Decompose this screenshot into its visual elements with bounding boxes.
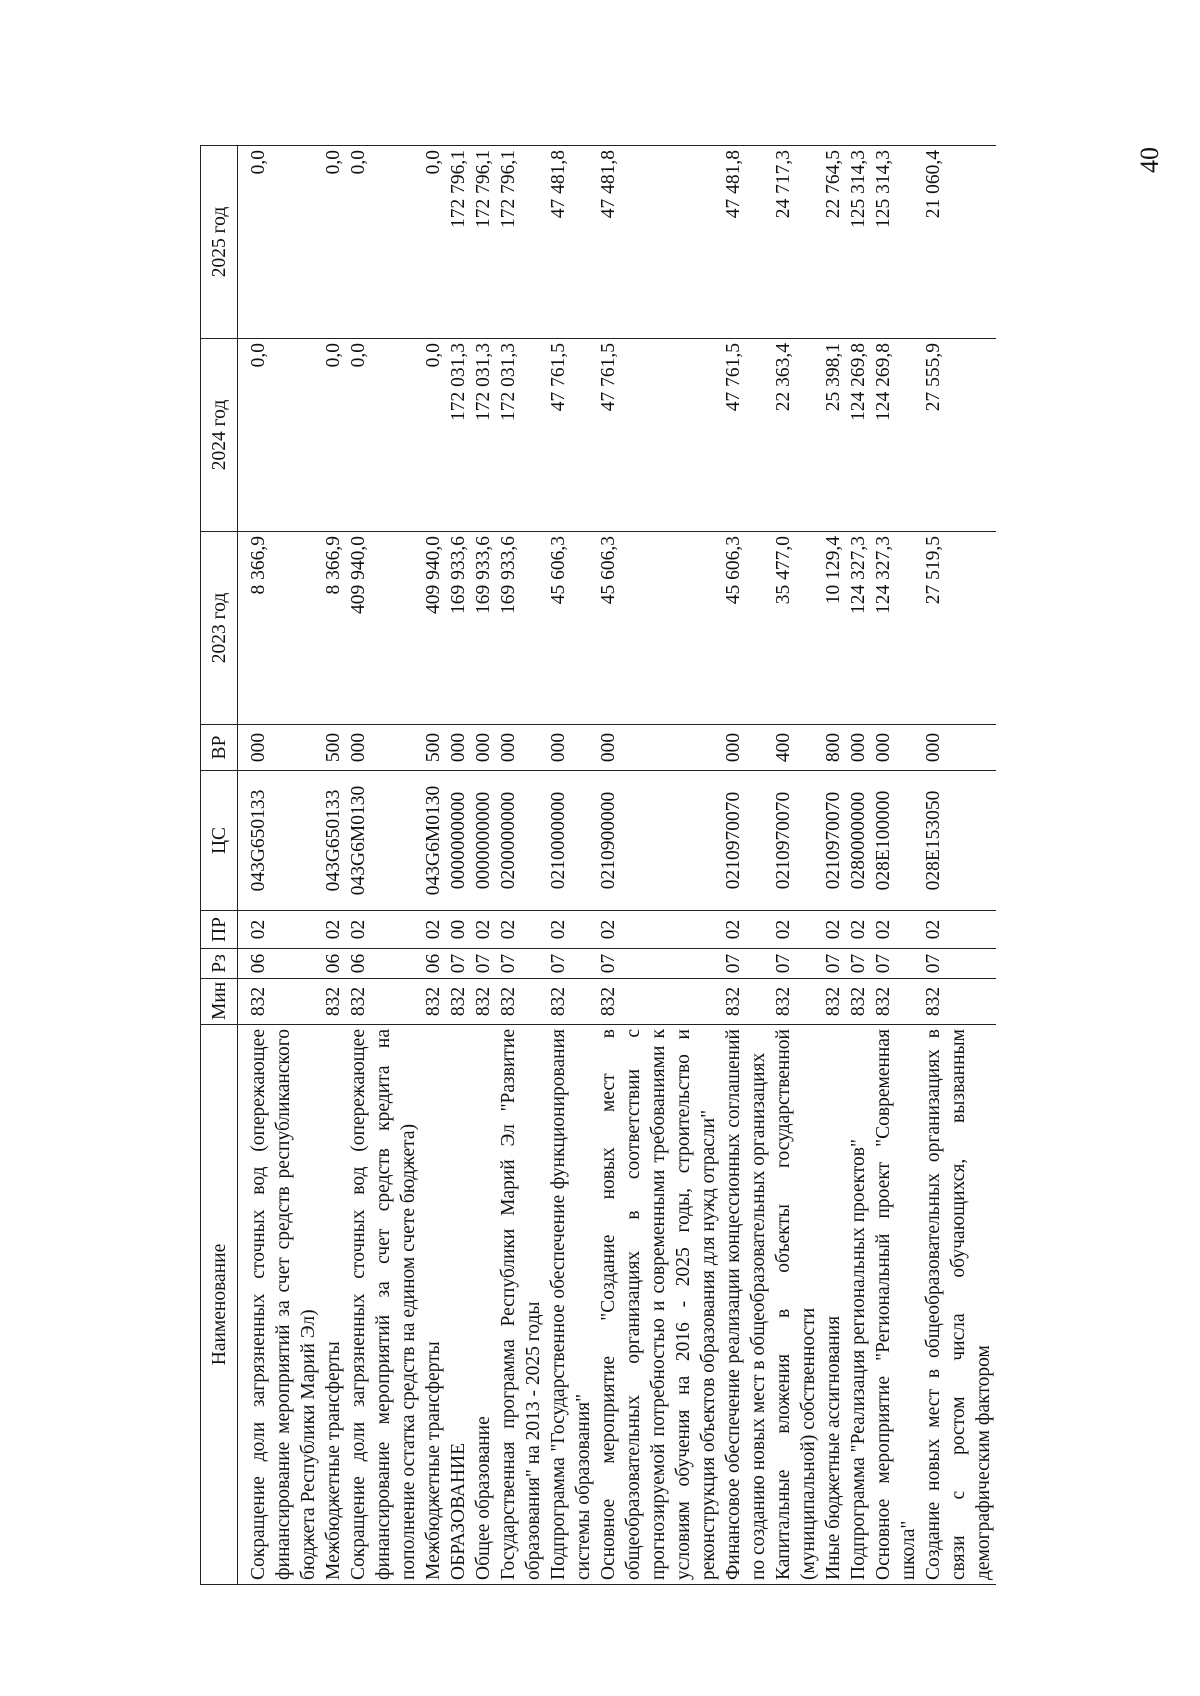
row-cs: 0210970070 (771, 771, 821, 911)
row-rz: 07 (471, 949, 496, 979)
row-rz: 06 (421, 949, 446, 979)
row-vr: 500 (321, 725, 346, 771)
row-min: 832 (871, 979, 921, 1025)
row-pr: 02 (821, 911, 846, 949)
header-rz: Рз (201, 949, 238, 979)
row-min: 832 (421, 979, 446, 1025)
row-name: Капитальные вложения в объекты государственной (муниципальной) собственности (771, 1025, 821, 1585)
table-row (821, 146, 846, 1585)
row-2025: 0,0 (421, 146, 446, 339)
row-2023: 169 933,6 (471, 532, 496, 725)
table-row (721, 146, 771, 1585)
budget-table (200, 145, 996, 1585)
row-min: 832 (446, 979, 471, 1025)
row-min: 832 (321, 979, 346, 1025)
row-min: 832 (771, 979, 821, 1025)
row-cs: 043G6M0130 (421, 771, 446, 911)
row-2023: 409 940,0 (346, 532, 421, 725)
row-2023: 409 940,0 (421, 532, 446, 725)
row-rz: 07 (596, 949, 721, 979)
row-2024: 124 269,8 (871, 339, 921, 532)
row-name: Подпрограмма "Реализация региональных проектов" (846, 1025, 871, 1585)
rotated-page-content (200, 145, 1020, 1585)
row-min: 832 (596, 979, 721, 1025)
row-2024: 47 761,5 (546, 339, 596, 532)
row-2024: 124 269,8 (846, 339, 871, 532)
row-cs: 043G650133 (246, 771, 321, 911)
row-2024: 25 398,1 (821, 339, 846, 532)
table-row (321, 146, 346, 1585)
table-row (496, 146, 546, 1585)
row-2024: 22 363,4 (771, 339, 821, 532)
row-pr: 02 (496, 911, 546, 949)
row-vr: 500 (421, 725, 446, 771)
row-min: 832 (721, 979, 771, 1025)
row-2023: 45 606,3 (721, 532, 771, 725)
row-2023: 169 933,6 (446, 532, 471, 725)
row-name: Основное мероприятие "Региональный проект "Современная школа" (871, 1025, 921, 1585)
table-row (871, 146, 921, 1585)
header-vr: ВР (201, 725, 238, 771)
row-min: 832 (821, 979, 846, 1025)
row-rz: 07 (721, 949, 771, 979)
row-2024: 172 031,3 (471, 339, 496, 532)
row-min: 832 (846, 979, 871, 1025)
row-cs: 0000000000 (471, 771, 496, 911)
row-2024: 27 555,9 (921, 339, 996, 532)
row-cs: 028E100000 (871, 771, 921, 911)
row-2025: 24 717,3 (771, 146, 821, 339)
row-2025: 21 060,4 (921, 146, 996, 339)
table-row (546, 146, 596, 1585)
row-2024: 172 031,3 (446, 339, 471, 532)
row-pr: 02 (471, 911, 496, 949)
row-cs: 043G6M0130 (346, 771, 421, 911)
row-2024: 47 761,5 (721, 339, 771, 532)
row-rz: 07 (846, 949, 871, 979)
header-name: Наименование (201, 1025, 238, 1585)
page-number: 40 (1135, 147, 1164, 173)
row-min: 832 (471, 979, 496, 1025)
row-2025: 172 796,1 (446, 146, 471, 339)
row-pr: 02 (921, 911, 996, 949)
row-rz: 07 (771, 949, 821, 979)
row-2023: 124 327,3 (846, 532, 871, 725)
row-name: Создание новых мест в общеобразовательных организациях в связи с ростом числа обучающихся, вызванным демографическим фактором (921, 1025, 996, 1585)
row-min: 832 (496, 979, 546, 1025)
row-min: 832 (346, 979, 421, 1025)
row-2023: 10 129,4 (821, 532, 846, 725)
row-name: Сокращение доли загрязненных сточных вод (опережающее финансирование мероприятий за счет средств республиканского бюджета Республики Марий Эл) (246, 1025, 321, 1585)
table-row (246, 146, 321, 1585)
row-vr: 000 (871, 725, 921, 771)
row-vr: 000 (446, 725, 471, 771)
row-pr: 02 (346, 911, 421, 949)
row-2025: 47 481,8 (721, 146, 771, 339)
row-cs: 0280000000 (846, 771, 871, 911)
row-rz: 06 (346, 949, 421, 979)
header-2024: 2024 год (201, 339, 238, 532)
row-2024: 0,0 (421, 339, 446, 532)
row-rz: 07 (821, 949, 846, 979)
row-vr: 000 (471, 725, 496, 771)
row-2025: 125 314,3 (871, 146, 921, 339)
row-vr: 800 (821, 725, 846, 771)
row-pr: 00 (446, 911, 471, 949)
table-row (846, 146, 871, 1585)
table-row (596, 146, 721, 1585)
row-pr: 02 (321, 911, 346, 949)
header-min: Мин (201, 979, 238, 1025)
row-name: Сокращение доли загрязненных сточных вод (опережающее финансирование мероприятий за счет средств кредита на пополнение остатка средств на едином счете бюджета) (346, 1025, 421, 1585)
row-cs: 0000000000 (446, 771, 471, 911)
row-2023: 35 477,0 (771, 532, 821, 725)
row-vr: 000 (246, 725, 321, 771)
row-rz: 06 (246, 949, 321, 979)
row-2025: 0,0 (246, 146, 321, 339)
row-vr: 000 (546, 725, 596, 771)
row-2025: 47 481,8 (546, 146, 596, 339)
row-name: Межбюджетные трансферты (321, 1025, 346, 1585)
row-name: Подпрограмма "Государственное обеспечение функционирования системы образования" (546, 1025, 596, 1585)
row-min: 832 (246, 979, 321, 1025)
row-2025: 47 481,8 (596, 146, 721, 339)
row-pr: 02 (721, 911, 771, 949)
row-pr: 02 (871, 911, 921, 949)
row-cs: 0210970070 (721, 771, 771, 911)
header-2025: 2025 год (201, 146, 238, 339)
table-row (446, 146, 471, 1585)
row-rz: 06 (321, 949, 346, 979)
row-cs: 0200000000 (496, 771, 546, 911)
header-2023: 2023 год (201, 532, 238, 725)
row-vr: 000 (721, 725, 771, 771)
row-pr: 02 (846, 911, 871, 949)
row-name: Иные бюджетные ассигнования (821, 1025, 846, 1585)
row-vr: 000 (596, 725, 721, 771)
row-min: 832 (546, 979, 596, 1025)
row-2024: 0,0 (246, 339, 321, 532)
row-pr: 02 (421, 911, 446, 949)
row-cs: 0210970070 (821, 771, 846, 911)
row-2025: 22 764,5 (821, 146, 846, 339)
table-body (238, 146, 997, 1585)
row-2024: 172 031,3 (496, 339, 546, 532)
table-header-row (201, 146, 238, 1585)
row-min: 832 (921, 979, 996, 1025)
row-cs: 028E153050 (921, 771, 996, 911)
row-vr: 000 (846, 725, 871, 771)
row-rz: 07 (546, 949, 596, 979)
row-name: Общее образование (471, 1025, 496, 1585)
row-rz: 07 (871, 949, 921, 979)
header-cs: ЦС (201, 771, 238, 911)
row-vr: 000 (496, 725, 546, 771)
row-2023: 169 933,6 (496, 532, 546, 725)
table-row (346, 146, 421, 1585)
row-2024: 0,0 (321, 339, 346, 532)
row-rz: 07 (446, 949, 471, 979)
table-row (771, 146, 821, 1585)
row-2024: 47 761,5 (596, 339, 721, 532)
row-name: Государственная программа Республики Марий Эл "Развитие образования" на 2013 - 2025 годы (496, 1025, 546, 1585)
table-row (471, 146, 496, 1585)
row-name: ОБРАЗОВАНИЕ (446, 1025, 471, 1585)
row-name: Межбюджетные трансферты (421, 1025, 446, 1585)
row-vr: 400 (771, 725, 821, 771)
row-vr: 000 (346, 725, 421, 771)
row-cs: 043G650133 (321, 771, 346, 911)
row-2023: 124 327,3 (871, 532, 921, 725)
row-2025: 172 796,1 (496, 146, 546, 339)
row-vr: 000 (921, 725, 996, 771)
header-pr: ПР (201, 911, 238, 949)
row-2023: 27 519,5 (921, 532, 996, 725)
table-row (421, 146, 446, 1585)
row-2024: 0,0 (346, 339, 421, 532)
row-2023: 8 366,9 (321, 532, 346, 725)
row-pr: 02 (546, 911, 596, 949)
row-pr: 02 (596, 911, 721, 949)
row-rz: 07 (496, 949, 546, 979)
row-name: Финансовое обеспечение реализации концессионных соглашений по созданию новых мест в общеобразовательных организациях (721, 1025, 771, 1585)
row-2023: 45 606,3 (596, 532, 721, 725)
row-2023: 45 606,3 (546, 532, 596, 725)
row-2025: 0,0 (346, 146, 421, 339)
row-cs: 0210000000 (546, 771, 596, 911)
row-name: Основное мероприятие "Создание новых мест в общеобразовательных организациях в соответствии с прогнозируемой потребностью и современными требованиями к условиям обучения на 2016 - 2025 годы, строительство и реконструкция объектов образования для нужд отрасли" (596, 1025, 721, 1585)
row-2025: 125 314,3 (846, 146, 871, 339)
row-rz: 07 (921, 949, 996, 979)
row-2025: 0,0 (321, 146, 346, 339)
row-pr: 02 (246, 911, 321, 949)
table-row (921, 146, 996, 1585)
row-pr: 02 (771, 911, 821, 949)
row-2023: 8 366,9 (246, 532, 321, 725)
row-2025: 172 796,1 (471, 146, 496, 339)
row-cs: 0210900000 (596, 771, 721, 911)
